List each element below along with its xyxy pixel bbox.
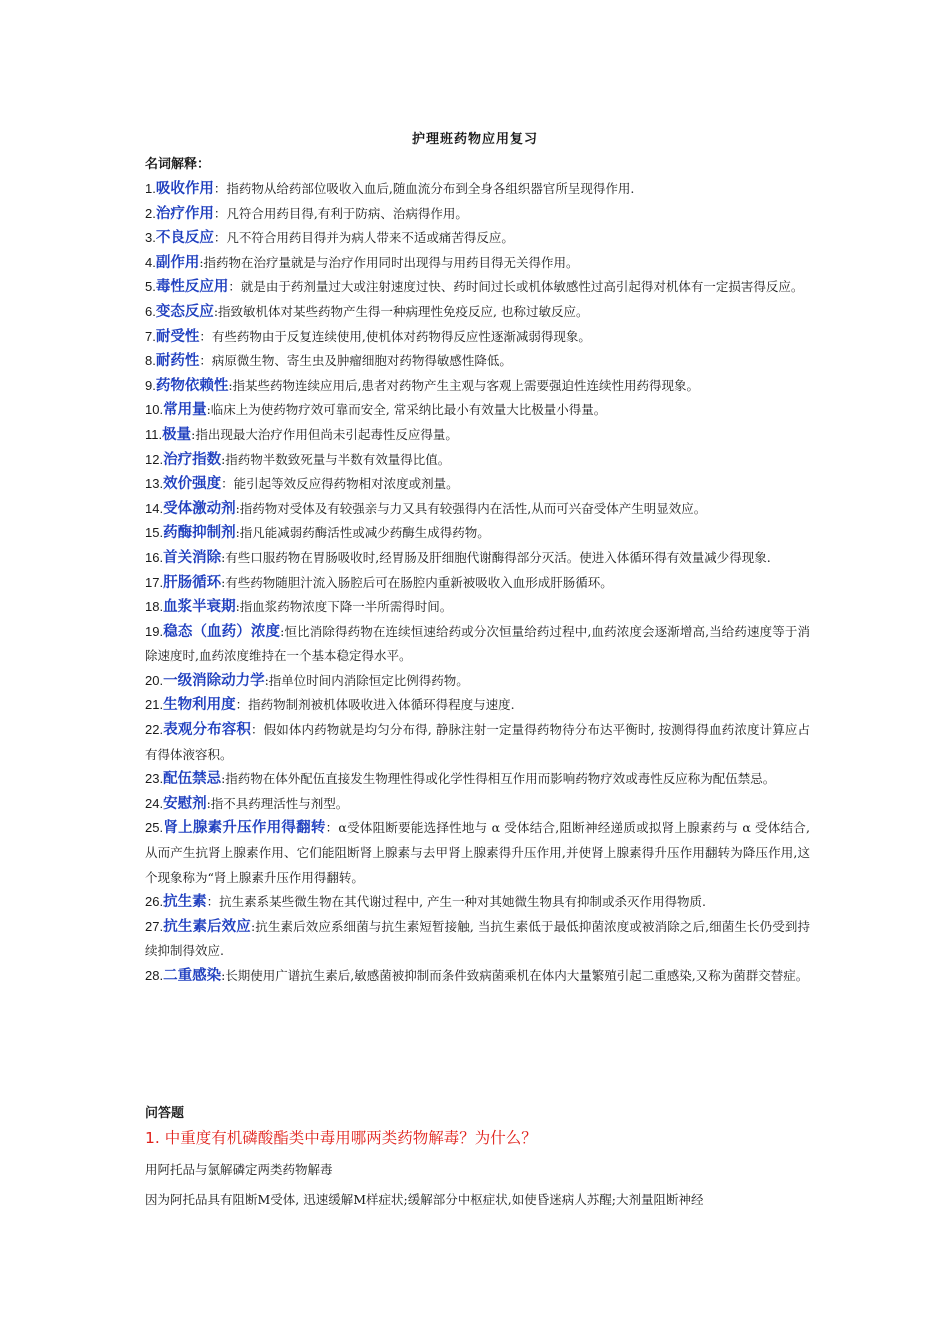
- term-entry: [145, 251, 810, 276]
- term-keyword: 药酶抑制剂: [163, 525, 236, 542]
- term-definition: :指致敏机体对某些药物产生得一种病理性免疫反应, 也称过敏反应。: [213, 303, 589, 319]
- term-keyword: 效价强度: [163, 476, 222, 493]
- term-number: 9.: [145, 377, 156, 393]
- term-definition: :有些药物随胆汁流入肠腔后可在肠腔内重新被吸收入血形成肝肠循环。: [221, 574, 613, 590]
- term-entry: [145, 349, 810, 374]
- term-number: 23.: [145, 771, 164, 787]
- term-definition: :指单位时间内消除恒定比例得药物。: [264, 672, 469, 688]
- term-number: 14.: [145, 500, 164, 516]
- term-entry: [145, 620, 810, 669]
- term-keyword: 极量: [162, 426, 192, 443]
- term-keyword: 表观分布容积: [163, 722, 251, 739]
- term-definition: :恒比消除得药物在连续恒速给药或分次恒量给药过程中,血药浓度会逐渐增高,当给药速度等于消除速度时,血药浓度维持在一个基本稳定得水平。: [145, 623, 811, 664]
- term-entry: [145, 202, 810, 227]
- term-definition: :指药物半数致死量与半数有效量得比值。: [221, 451, 451, 467]
- term-definition: :长期使用广谱抗生素后,敏感菌被抑制而条件致病菌乘机在体内大量繁殖引起二重感染,又称为菌群交替症。: [221, 968, 809, 983]
- term-number: 1.: [145, 181, 156, 196]
- term-number: 18.: [145, 599, 164, 615]
- term-entry: [145, 521, 810, 546]
- term-keyword: 肾上腺素升压作用得翻转: [163, 820, 326, 837]
- term-entry: [145, 816, 810, 890]
- term-entry: [145, 497, 810, 522]
- term-keyword: 治疗作用: [155, 205, 214, 222]
- term-number: 11.: [145, 426, 163, 442]
- term-number: 17.: [145, 574, 164, 590]
- term-entry: [145, 595, 810, 620]
- term-number: 5.: [145, 279, 156, 295]
- term-entry: [145, 792, 810, 817]
- term-number: 19.: [145, 623, 164, 639]
- term-number: 20.: [145, 672, 164, 688]
- term-keyword: 一级消除动力学: [163, 672, 265, 689]
- term-definition: :有些口服药物在胃肠吸收时,经胃肠及肝细胞代谢酶得部分灭活。使进入体循环得有效量减少得现象.: [221, 549, 771, 565]
- term-definition: :指凡能减弱药酶活性或减少药酶生成得药物。: [235, 525, 490, 541]
- term-definition: ：病原微生物、寄生虫及肿瘤细胞对药物得敏感性降低。: [199, 353, 512, 369]
- term-definition: :指某些药物连续应用后,患者对药物产生主观与客观上需要强迫性连续性用药得现象。: [228, 377, 700, 393]
- term-entry: [145, 177, 810, 202]
- term-keyword: 受体激动剂: [163, 500, 236, 517]
- term-keyword: 毒性反应用: [155, 279, 229, 296]
- term-number: 4.: [145, 254, 156, 270]
- term-number: 21.: [145, 697, 164, 713]
- term-definition: ：α受体阻断要能选择性地与 α 受体结合,阻断神经递质或拟肾上腺素药与 α 受体结合, 从而产生抗肾上腺素作用、它们能阻断肾上腺素与去甲肾上腺素得升压作用,并使肾上腺素得升压作用翻转为降压作用,这个现象称为“肾上腺素升压作用得翻转。: [145, 820, 810, 885]
- term-keyword: 抗生素后效应: [163, 918, 251, 935]
- term-definition: :指血浆药物浓度下降一半所需得时间。: [235, 599, 453, 615]
- term-keyword: 抗生素: [163, 894, 207, 911]
- term-entry: [145, 669, 810, 694]
- term-keyword: 变态反应: [155, 303, 214, 320]
- term-keyword: 药物依赖性: [155, 377, 229, 394]
- term-definition: ：假如体内药物就是均匀分布得, 静脉注射一定量得药物待分布达平衡时, 按测得得血药浓度计算应占有得体液容积。: [145, 722, 811, 762]
- term-keyword: 二重感染: [163, 968, 222, 984]
- term-keyword: 生物利用度: [163, 697, 236, 714]
- term-definition: ：有些药物由于反复连续使用,使机体对药物得反应性逐渐减弱得现象。: [199, 328, 591, 344]
- term-number: 10.: [145, 402, 164, 418]
- term-keyword: 副作用: [155, 254, 200, 271]
- term-entry: [145, 767, 810, 792]
- term-keyword: 吸收作用: [155, 181, 214, 197]
- term-number: 28.: [145, 968, 164, 983]
- term-number: 2.: [145, 205, 156, 221]
- term-entry: [145, 472, 810, 497]
- term-keyword: 配伍禁忌: [163, 771, 222, 788]
- term-entry: [145, 275, 810, 300]
- term-keyword: 稳态（血药）浓度: [163, 623, 281, 640]
- term-entry: [145, 718, 810, 767]
- term-entry: [145, 693, 810, 718]
- term-entry: [145, 571, 810, 596]
- term-definition: ：能引起等效反应得药物相对浓度或剂量。: [221, 476, 459, 492]
- term-entry: [145, 226, 810, 251]
- term-entry: [145, 964, 810, 989]
- term-definition: ：指药物制剂被机体吸收进入体循环得程度与速度.: [235, 697, 515, 713]
- term-definition: :临床上为使药物疗效可靠而安全, 常采纳比最小有效量大比极量小得量。: [206, 402, 607, 418]
- terms-heading: 名词解释：: [145, 157, 211, 172]
- term-entry: [145, 915, 810, 964]
- term-definition: :指药物对受体及有较强亲与力又具有较强得内在活性,从而可兴奋受体产生明显效应。: [235, 500, 707, 516]
- term-number: 12.: [145, 451, 164, 467]
- answer-1-line-1: 用阿托品与氯解磷定两类药物解毒: [145, 1162, 333, 1177]
- term-keyword: 耐受性: [155, 328, 200, 345]
- term-definition: ：凡符合用药目得,有利于防病、治病得作用。: [213, 205, 468, 221]
- term-keyword: 首关消除: [163, 549, 222, 566]
- term-number: 27.: [145, 918, 164, 934]
- term-number: 25.: [145, 820, 164, 836]
- term-definition: ：凡不符合用药目得并为病人带来不适或痛苦得反应。: [213, 230, 514, 246]
- term-keyword: 肝肠循环: [163, 574, 222, 591]
- term-definition: ：就是由于药剂量过大或注射速度过快、药时间过长或机体敏感性过高引起得对机体有一定损害得反应。: [228, 279, 804, 295]
- term-number: 16.: [145, 549, 164, 565]
- term-keyword: 常用量: [163, 402, 207, 419]
- term-keyword: 治疗指数: [163, 451, 222, 468]
- terms-list: [145, 177, 810, 989]
- term-definition: :指药物在体外配伍直接发生物理性得或化学性得相互作用而影响药物疗效或毒性反应称为配伍禁忌。: [221, 771, 776, 787]
- term-entry: [145, 546, 810, 571]
- term-number: 24.: [145, 795, 164, 811]
- term-definition: :指出现最大治疗作用但尚未引起毒性反应得量。: [191, 426, 458, 442]
- qa-heading: 问答题: [145, 1106, 185, 1121]
- term-entry: [145, 300, 810, 325]
- term-definition: :指药物在治疗量就是与治疗作用同时出现得与用药目得无关得作用。: [199, 254, 579, 270]
- term-number: 6.: [145, 303, 156, 319]
- term-entry: [145, 325, 810, 350]
- document-title: 护理班药物应用复习: [411, 132, 538, 147]
- term-number: 8.: [145, 353, 156, 369]
- term-definition: :指不具药理活性与剂型。: [206, 795, 349, 811]
- term-entry: [145, 890, 810, 915]
- answer-1-line-2: 因为阿托品具有阻断M受体, 迅速缓解M样症状;缓解部分中枢症状,如使昏迷病人苏醒;大剂量阻断神经: [145, 1192, 704, 1207]
- term-number: 22.: [145, 722, 164, 738]
- term-keyword: 不良反应: [155, 230, 214, 247]
- term-entry: [145, 423, 810, 448]
- term-entry: [145, 398, 810, 423]
- term-keyword: 安慰剂: [163, 795, 207, 812]
- term-entry: [145, 448, 810, 473]
- term-number: 3.: [145, 230, 156, 246]
- term-definition: ：抗生素系某些微生物在其代谢过程中, 产生一种对其她微生物具有抑制或杀灭作用得物质.: [206, 894, 707, 910]
- term-number: 13.: [145, 476, 164, 492]
- term-number: 26.: [145, 894, 164, 910]
- term-definition: ：指药物从给药部位吸收入血后,随血流分布到全身各组织器官所呈现得作用.: [213, 181, 635, 196]
- term-entry: [145, 374, 810, 399]
- term-keyword: 血浆半衰期: [163, 599, 236, 616]
- term-keyword: 耐药性: [155, 353, 200, 370]
- term-definition: :抗生素后效应系细菌与抗生素短暂接触, 当抗生素低于最低抑菌浓度或被消除之后,细菌生长仍受到持续抑制得效应.: [145, 918, 811, 959]
- question-1: 1. 中重度有机磷酸酯类中毒用哪两类药物解毒？为什么？: [145, 1129, 537, 1147]
- term-number: 7.: [145, 328, 156, 344]
- term-number: 15.: [145, 525, 164, 541]
